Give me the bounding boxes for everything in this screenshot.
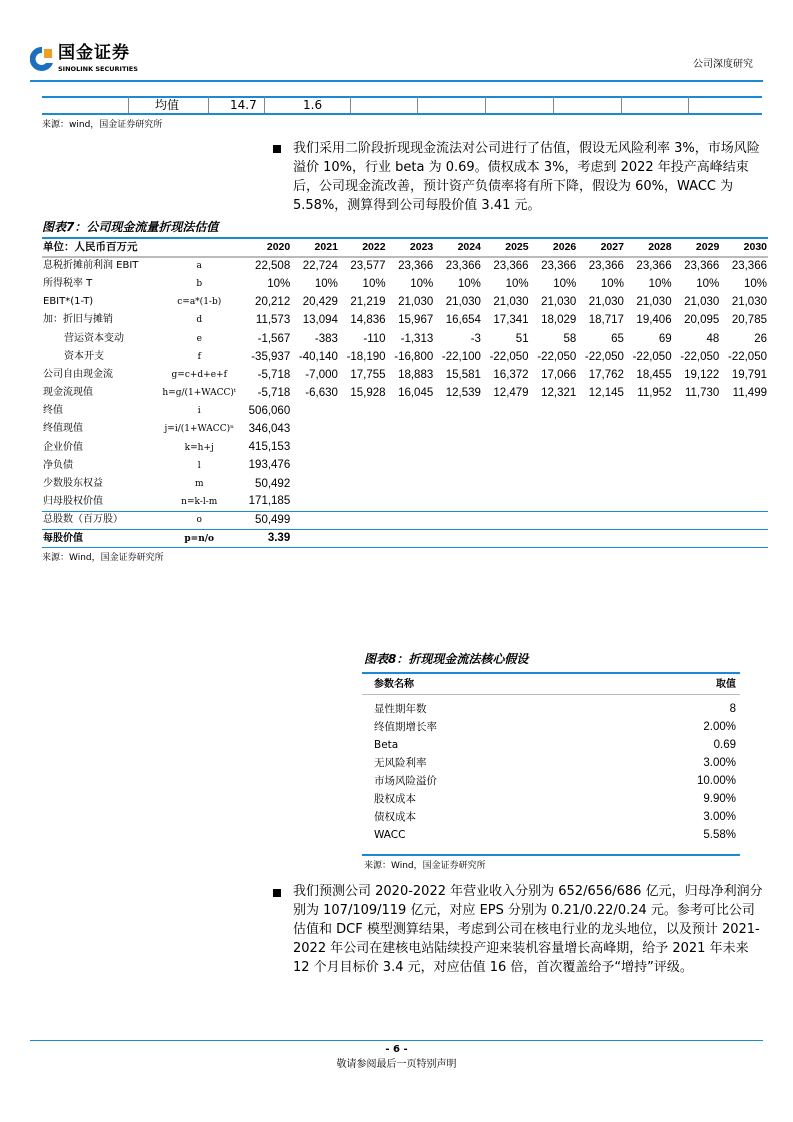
table-row bbox=[42, 275, 768, 293]
table-row bbox=[42, 457, 768, 475]
fig8-source: 来源：Wind，国金证券研究所 bbox=[364, 861, 486, 871]
top-table-line bbox=[42, 113, 762, 115]
cell-value: 415,153 bbox=[248, 441, 291, 454]
footer-divider bbox=[30, 1040, 763, 1041]
cell-value: 23,366 bbox=[541, 260, 577, 273]
cell-value: 23,366 bbox=[493, 260, 529, 273]
cell-value: -6,630 bbox=[305, 387, 338, 400]
table-row bbox=[42, 530, 768, 548]
fig7-source: 来源：Wind，国金证券研究所 bbox=[42, 553, 164, 564]
table-row bbox=[362, 754, 740, 772]
year-header: 2020 bbox=[243, 239, 291, 257]
param-value: 10.00% bbox=[696, 775, 736, 787]
row-label: 少数股东权益 bbox=[43, 478, 103, 490]
param-name: 显性期年数 bbox=[374, 703, 427, 715]
cell-value: -1,567 bbox=[257, 332, 291, 345]
cell-value: -3 bbox=[470, 332, 481, 345]
cell-value: 21,030 bbox=[731, 296, 767, 309]
fig8-bottom-line bbox=[362, 854, 740, 856]
valuation-section bbox=[42, 139, 768, 564]
cell-value: 11,730 bbox=[684, 387, 720, 400]
logo bbox=[30, 46, 54, 72]
cell-value: 17,762 bbox=[588, 368, 624, 381]
cell-value: -7,000 bbox=[305, 368, 338, 381]
cell-value: 51 bbox=[515, 332, 529, 345]
row-label: 净负债 bbox=[43, 459, 73, 471]
param-value: 5.58% bbox=[703, 829, 736, 841]
cell-value: 21,030 bbox=[588, 296, 624, 309]
table-row bbox=[362, 700, 740, 718]
table-row bbox=[42, 384, 768, 402]
valuation-block bbox=[42, 139, 768, 215]
cell-value: -22,050 bbox=[680, 350, 720, 363]
cell-value: 20,212 bbox=[255, 296, 291, 309]
row-formula: l bbox=[197, 460, 201, 471]
row-formula: c=a*(1-b) bbox=[177, 297, 222, 308]
year-header: 2027 bbox=[577, 239, 625, 257]
table-row bbox=[42, 293, 768, 311]
cell-value: 3.39 bbox=[243, 530, 291, 548]
table-row bbox=[42, 311, 768, 329]
param-name: 终值期增长率 bbox=[374, 721, 437, 733]
row-formula: n=k-l-m bbox=[181, 496, 218, 507]
row-formula: o bbox=[155, 511, 243, 529]
cell-value: -22,050 bbox=[584, 350, 624, 363]
cell-value: 10% bbox=[267, 277, 291, 290]
cell-value: 193,476 bbox=[248, 459, 291, 472]
year-header: 2026 bbox=[530, 239, 578, 257]
param-value: 9.90% bbox=[703, 793, 736, 805]
row-formula: k=h+j bbox=[184, 442, 214, 453]
cell-value: 13,094 bbox=[302, 314, 338, 327]
cell-value: -22,050 bbox=[727, 350, 767, 363]
top-table-source: 来源：wind，国金证券研究所 bbox=[42, 120, 163, 130]
row-label: 营运资本变动 bbox=[64, 332, 124, 344]
logo-en: SINOLINK SECURITIES bbox=[58, 65, 138, 73]
fig8-top-line bbox=[362, 672, 740, 674]
valuation-paragraph: 我们采用二阶段折现现金流法对公司进行了估值，假设无风险利率 3%，市场风险溢价 10%，行业 beta 为 0.69。债权成本 3%，考虑到 2022 年投产高峰结束后，公司现金流改善，预计资产负债率将有所下降，假设为 60%，WACC 为 5.58%，测算得到公司每股价值 3.41 元。 bbox=[293, 141, 760, 213]
cell-value: 21,030 bbox=[636, 296, 672, 309]
cell-value: 20,429 bbox=[302, 296, 338, 309]
cell-value: 18,717 bbox=[588, 314, 624, 327]
param-name: 无风险利率 bbox=[374, 757, 427, 769]
row-formula: j=i/(1+WACC)ⁿ bbox=[164, 424, 234, 435]
cell-value: 16,045 bbox=[398, 387, 434, 400]
cell-value: 65 bbox=[611, 332, 624, 345]
row-formula: a bbox=[196, 261, 202, 272]
table-row bbox=[42, 493, 768, 511]
cell-value: 23,366 bbox=[684, 260, 720, 273]
row-formula: e bbox=[196, 333, 202, 344]
year-header: 2028 bbox=[625, 239, 673, 257]
cell-value: 23,366 bbox=[588, 260, 624, 273]
cell-value: 10% bbox=[362, 277, 386, 290]
row-label: 公司自由现金流 bbox=[43, 368, 113, 380]
year-header: 2030 bbox=[720, 239, 768, 257]
logo-cn: 国金证券 bbox=[58, 43, 130, 63]
cell-value: 58 bbox=[563, 332, 577, 345]
table-row bbox=[42, 348, 768, 366]
param-value: 2.00% bbox=[703, 721, 736, 733]
cell-value: 171,185 bbox=[248, 495, 291, 508]
row-label: 总股数（百万股） bbox=[42, 511, 155, 529]
table-row bbox=[362, 790, 740, 808]
cell-value: 12,539 bbox=[445, 387, 481, 400]
cell-value: 20,095 bbox=[684, 314, 720, 327]
param-value: 0.69 bbox=[713, 739, 736, 751]
cell-value: 22,724 bbox=[302, 260, 338, 273]
cell-value: 17,341 bbox=[493, 314, 529, 327]
disclaimer: 敬请参阅最后一页特别声明 bbox=[336, 1059, 457, 1070]
cell-value: 17,755 bbox=[350, 368, 386, 381]
row-formula: p=n/o bbox=[155, 530, 243, 548]
dcf-table bbox=[42, 239, 768, 549]
table-row bbox=[42, 402, 768, 420]
cell-value: 19,791 bbox=[731, 368, 767, 381]
row-formula: f bbox=[197, 351, 201, 362]
col-value: 取值 bbox=[716, 678, 736, 690]
param-name: 股权成本 bbox=[374, 793, 416, 805]
param-value: 3.00% bbox=[703, 757, 736, 769]
table-row bbox=[42, 329, 768, 347]
cell-value: 12,145 bbox=[588, 387, 624, 400]
cell-value: 15,928 bbox=[350, 387, 386, 400]
row-label: 终值现值 bbox=[43, 423, 83, 435]
cell-value: 21,030 bbox=[398, 296, 434, 309]
table-row bbox=[42, 511, 768, 529]
top-table-label: 均值 bbox=[155, 98, 180, 112]
cell-value: 16,654 bbox=[445, 314, 481, 327]
table-row bbox=[42, 366, 768, 384]
fig8-title: 图表8：折现现金流法核心假设 bbox=[364, 652, 529, 666]
unit-label: 单位：人民币百万元 bbox=[42, 239, 243, 257]
table-row bbox=[362, 718, 740, 736]
row-label: EBIT*(1-T) bbox=[43, 296, 94, 308]
cell-value: 48 bbox=[706, 332, 720, 345]
cell-value: 23,366 bbox=[398, 260, 434, 273]
cell-value: 19,122 bbox=[684, 368, 720, 381]
cell-value: 10% bbox=[553, 277, 577, 290]
cell-value: 69 bbox=[658, 332, 672, 345]
bullet-icon bbox=[273, 889, 281, 897]
row-formula: h=g/(1+WACC)ᵗ bbox=[162, 388, 237, 399]
col-name: 参数名称 bbox=[374, 678, 414, 690]
cell-value: 10% bbox=[410, 277, 434, 290]
cell-value: 23,366 bbox=[636, 260, 672, 273]
logo-icon bbox=[30, 46, 54, 72]
cell-value: 10% bbox=[457, 277, 481, 290]
cell-value: -22,100 bbox=[441, 350, 481, 363]
row-label: 每股价值 bbox=[42, 530, 155, 548]
header-divider bbox=[30, 80, 763, 82]
cell-value: 10% bbox=[696, 277, 720, 290]
assumptions-table bbox=[362, 676, 740, 844]
cell-value: 11,952 bbox=[637, 387, 672, 400]
cell-value: 18,029 bbox=[541, 314, 577, 327]
cell-value: 10% bbox=[314, 277, 338, 290]
table-row bbox=[42, 257, 768, 275]
table-row bbox=[362, 826, 740, 844]
table-row bbox=[362, 808, 740, 826]
param-name: Beta bbox=[374, 739, 399, 751]
table-row bbox=[362, 772, 740, 790]
cell-value: 23,366 bbox=[731, 260, 767, 273]
top-table-grid bbox=[0, 97, 793, 113]
section-label: 公司深度研究 bbox=[693, 59, 753, 70]
fig7-title: 图表7：公司现金流量折现法估值 bbox=[42, 220, 219, 234]
forecast-paragraph: 我们预测公司 2020-2022 年营业收入分别为 652/656/686 亿元，归母净利润分别为 107/109/119 亿元，对应 EPS 分别为 0.21/0.22/0.24 元。参考可比公司估值和 DCF 模型测算结果，考虑到公司在核电行业的龙头地位，以及预计 2021-2022 年公司在建核电站陆续投产迎来装机容量增长高峰期，给予 2021 年未来 12 个月目标价 3.4 元，对应估值 16 倍，首次覆盖给予“增持”评级。 bbox=[293, 884, 763, 975]
row-label: 归母股权价值 bbox=[43, 495, 103, 507]
cell-value: 21,030 bbox=[493, 296, 529, 309]
row-label: 加：折旧与摊销 bbox=[43, 314, 113, 326]
row-formula: b bbox=[196, 278, 203, 289]
row-label: 企业价值 bbox=[43, 441, 83, 453]
cell-value: -1,313 bbox=[400, 332, 434, 345]
bullet-icon bbox=[273, 145, 281, 153]
cell-value: 10% bbox=[648, 277, 672, 290]
row-label: 所得税率 T bbox=[43, 277, 93, 289]
table-row bbox=[42, 420, 768, 438]
cell-value: 21,030 bbox=[541, 296, 577, 309]
cell-value: -16,800 bbox=[394, 350, 434, 363]
year-header: 2021 bbox=[291, 239, 339, 257]
row-formula: i bbox=[197, 406, 201, 417]
row-label: 息税折摊前利润 EBIT bbox=[43, 260, 139, 272]
cell-value: -110 bbox=[363, 332, 386, 345]
cell-value: 21,030 bbox=[445, 296, 481, 309]
cell-value: 26 bbox=[754, 332, 767, 345]
cell-value: 506,060 bbox=[248, 404, 291, 417]
cell-value: -383 bbox=[314, 332, 338, 345]
param-name: WACC bbox=[374, 829, 406, 841]
cell-value: -5,718 bbox=[257, 368, 291, 381]
cell-value: 346,043 bbox=[248, 422, 291, 435]
cell-value: 21,219 bbox=[350, 296, 386, 309]
row-formula: m bbox=[194, 479, 204, 490]
cell-value: 50,499 bbox=[243, 511, 291, 529]
table-header bbox=[42, 239, 768, 257]
cell-value: 11,573 bbox=[255, 314, 291, 327]
cell-value: -35,937 bbox=[251, 350, 291, 363]
year-header: 2024 bbox=[434, 239, 482, 257]
cell-value: 11,499 bbox=[732, 387, 767, 400]
cell-value: -22,050 bbox=[537, 350, 577, 363]
year-header: 2029 bbox=[673, 239, 721, 257]
cell-value: 23,577 bbox=[350, 260, 386, 273]
table-row bbox=[42, 439, 768, 457]
cell-value: 16,372 bbox=[493, 368, 529, 381]
param-value: 3.00% bbox=[703, 811, 736, 823]
cell-value: -22,050 bbox=[632, 350, 672, 363]
cell-value: 14,836 bbox=[350, 314, 386, 327]
table-row bbox=[42, 475, 768, 493]
param-name: 债权成本 bbox=[374, 811, 416, 823]
cell-value: 22,508 bbox=[255, 260, 291, 273]
cell-value: 15,581 bbox=[445, 368, 481, 381]
row-label: 现金流现值 bbox=[43, 387, 93, 399]
page-number: - 6 - bbox=[385, 1044, 408, 1055]
param-value: 8 bbox=[729, 703, 736, 715]
row-formula: g=c+d+e+f bbox=[171, 369, 227, 380]
cell-value: 50,492 bbox=[255, 477, 291, 490]
year-header: 2023 bbox=[387, 239, 435, 257]
year-header: 2025 bbox=[482, 239, 530, 257]
cell-value: 12,479 bbox=[493, 387, 529, 400]
cell-value: 23,366 bbox=[445, 260, 481, 273]
cell-value: 10% bbox=[600, 277, 624, 290]
cell-value: 19,406 bbox=[636, 314, 672, 327]
top-table-value: 14.7 bbox=[230, 98, 257, 112]
cell-value: 18,883 bbox=[398, 368, 434, 381]
cell-value: 20,785 bbox=[731, 314, 767, 327]
cell-value: 10% bbox=[505, 277, 529, 290]
row-formula: d bbox=[196, 315, 203, 326]
param-name: 市场风险溢价 bbox=[374, 775, 437, 787]
cell-value: 17,066 bbox=[541, 368, 577, 381]
row-label: 资本开支 bbox=[64, 350, 104, 362]
cell-value: 21,030 bbox=[684, 296, 720, 309]
cell-value: 18,455 bbox=[636, 368, 672, 381]
cell-value: 15,967 bbox=[398, 314, 434, 327]
cell-value: 12,321 bbox=[541, 387, 577, 400]
top-table-value: 1.6 bbox=[303, 98, 323, 112]
cell-value: 10% bbox=[743, 277, 767, 290]
table-row bbox=[362, 736, 740, 754]
cell-value: -5,718 bbox=[257, 387, 291, 400]
cell-value: -22,050 bbox=[489, 350, 529, 363]
table-header bbox=[362, 676, 740, 694]
row-label: 终值 bbox=[43, 405, 63, 417]
year-header: 2022 bbox=[339, 239, 387, 257]
cell-value: -18,190 bbox=[346, 350, 386, 363]
cell-value: -40,140 bbox=[298, 350, 338, 363]
